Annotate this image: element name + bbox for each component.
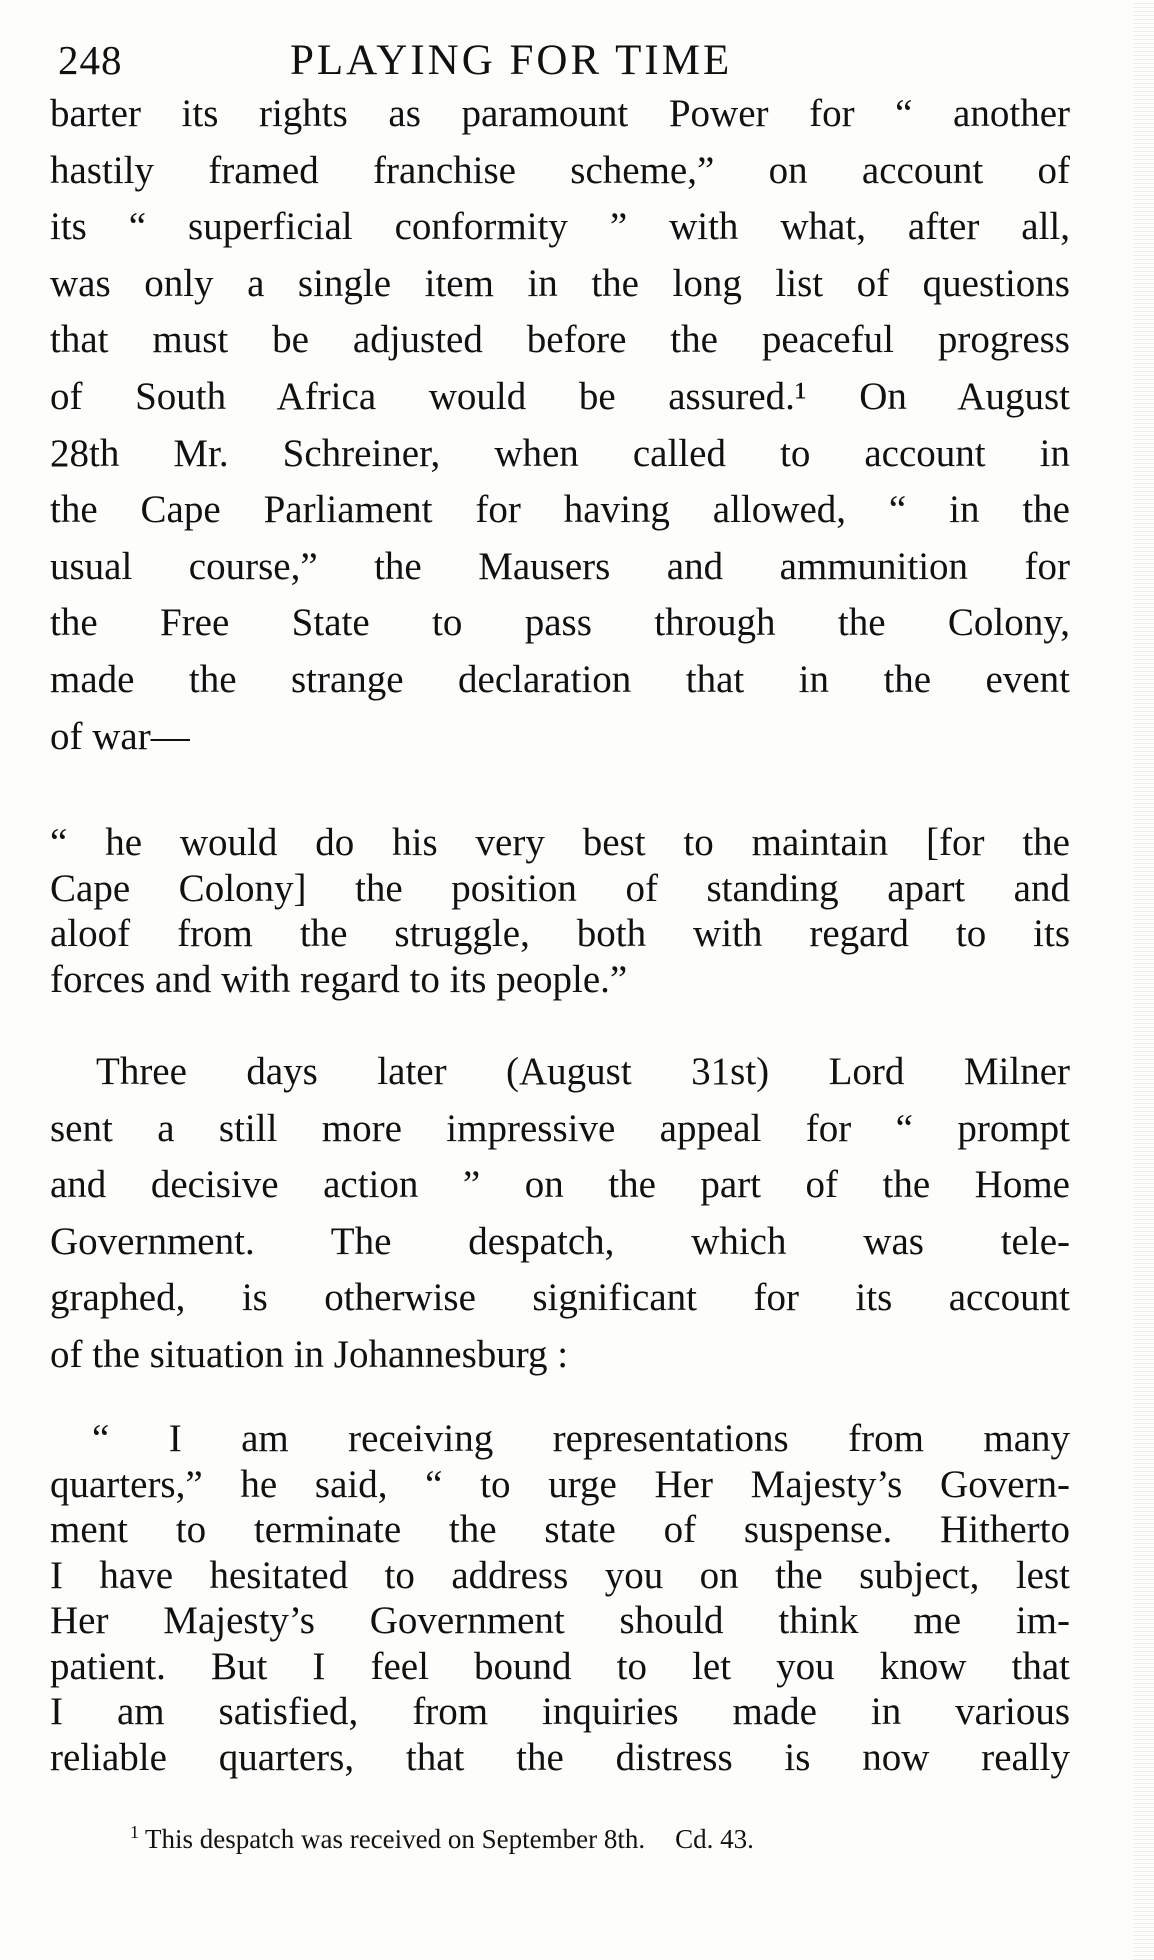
text-line: barter its rights as paramount Power for “ another xyxy=(50,92,1070,135)
quote-line: quarters,” he said, “ to urge Her Majesty’s Govern- xyxy=(50,1462,1070,1506)
text-line: its “ superficial conformity ” with what, after all, xyxy=(50,205,1070,249)
footnote-text: This despatch was received on September 8th. xyxy=(145,1824,646,1854)
paragraph-1 xyxy=(50,86,1070,765)
block-quote-1-text xyxy=(50,820,1070,1002)
block-quote-1 xyxy=(50,820,1070,1002)
text-line: and decisive action ” on the part of the Home xyxy=(50,1163,1070,1207)
text-line: of war— xyxy=(50,714,190,758)
quote-line: ment to terminate the state of suspense. Hitherto xyxy=(50,1508,1070,1551)
paragraph-2-text xyxy=(50,1044,1070,1384)
text-line: graphed, is otherwise significant for its account xyxy=(50,1276,1070,1320)
text-line: the Cape Parliament for having allowed, “ in the xyxy=(50,488,1070,532)
quote-line: Her Majesty’s Government should think me im- xyxy=(50,1599,1070,1642)
paragraph-2 xyxy=(50,1044,1070,1384)
text-line: 28th Mr. Schreiner, when called to account in xyxy=(50,431,1070,475)
running-title: PLAYING FOR TIME xyxy=(290,37,733,84)
text-line: of the situation in Johannesburg : xyxy=(50,1332,569,1376)
paragraph-1-text xyxy=(50,86,1070,765)
quote-line: I am satisfied, from inquiries made in various xyxy=(50,1690,1070,1733)
quote-line: I have hesitated to address you on the subject, lest xyxy=(50,1553,1070,1597)
footnote-reference: Cd. 43. xyxy=(675,1824,754,1854)
text-line: Three days later (August 31st) Lord Milner xyxy=(96,1050,1070,1093)
text-line: that must be adjusted before the peaceful progress xyxy=(50,318,1070,362)
text-line: sent a still more impressive appeal for “ prompt xyxy=(50,1106,1070,1150)
footnote-marker: 1 xyxy=(130,1822,139,1842)
block-quote-2-text xyxy=(50,1416,1070,1780)
footnote xyxy=(130,1822,754,1855)
quote-line: forces and with regard to its people.” xyxy=(50,957,628,1001)
page-number: 248 xyxy=(58,37,123,83)
text-line: of South Africa would be assured.¹ On August xyxy=(50,374,1070,418)
page-gutter xyxy=(1134,0,1154,1960)
text-line: hastily framed franchise scheme,” on account of xyxy=(50,148,1070,192)
text-line: made the strange declaration that in the event xyxy=(50,657,1070,701)
text-line: Government. The despatch, which was tele- xyxy=(50,1219,1070,1263)
quote-line: patient. But I feel bound to let you know that xyxy=(50,1644,1070,1688)
block-quote-2 xyxy=(50,1416,1070,1780)
text-line: the Free State to pass through the Colony, xyxy=(50,601,1070,645)
quote-line: Cape Colony] the position of standing apart and xyxy=(50,866,1070,910)
quote-line: reliable quarters, that the distress is now really xyxy=(50,1735,1070,1779)
quote-line: “ I am receiving representations from many xyxy=(92,1417,1070,1460)
quote-line: “ he would do his very best to maintain [for the xyxy=(50,821,1070,864)
text-line: was only a single item in the long list of questions xyxy=(50,261,1070,305)
quote-line: aloof from the struggle, both with regard to its xyxy=(50,912,1070,955)
text-line: usual course,” the Mausers and ammunition for xyxy=(50,544,1070,588)
